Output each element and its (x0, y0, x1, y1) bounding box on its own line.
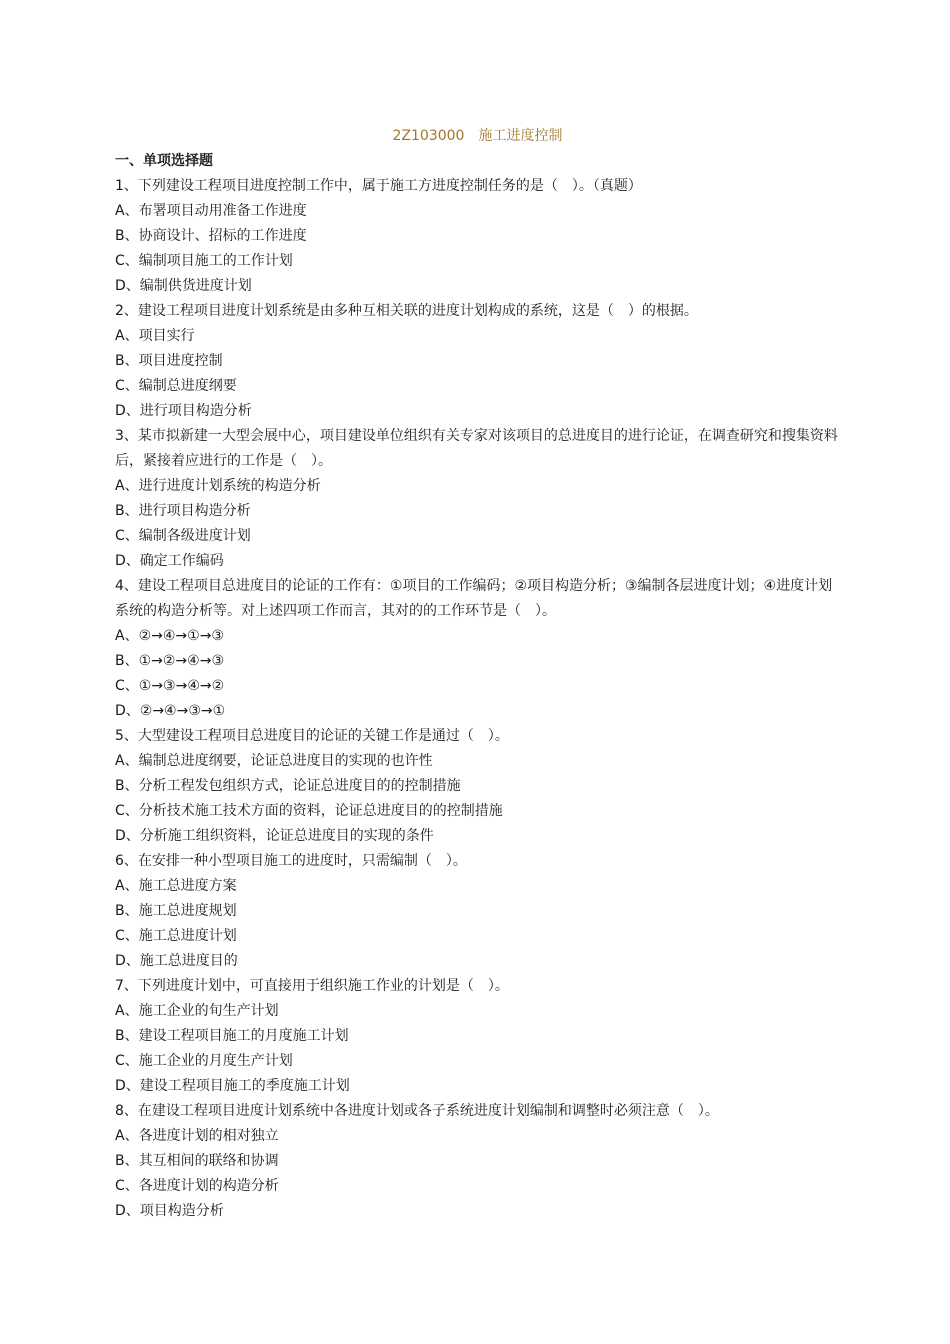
answer-option: B、①→②→④→③ (115, 653, 224, 669)
answer-option: B、施工总进度规划 (115, 903, 237, 919)
answer-option: D、建设工程项目施工的季度施工计划 (115, 1078, 350, 1094)
answer-option: B、建设工程项目施工的月度施工计划 (115, 1028, 349, 1044)
answer-option: D、进行项目构造分析 (115, 403, 252, 419)
question-text: 4、建设工程项目总进度目的论证的工作有：①项目的工作编码；②项目构造分析；③编制各层进度计划；④进度计划系统的构造分析等。对上述四项工作而言，其对的的工作环节是（ ）。 (115, 578, 833, 619)
title-name: 施工进度控制 (478, 128, 563, 144)
answer-option: A、布署项目动用准备工作进度 (115, 203, 307, 219)
question-text: 2、建设工程项目进度计划系统是由多种互相关联的进度计划构成的系统，这是（ ）的根据。 (115, 303, 698, 319)
section-heading: 一、单项选择题 (115, 153, 213, 169)
answer-option: D、施工总进度目的 (115, 953, 238, 969)
answer-option: C、各进度计划的构造分析 (115, 1178, 279, 1194)
answer-option: D、②→④→③→① (115, 703, 226, 719)
answer-option: A、②→④→①→③ (115, 628, 224, 644)
answer-option: A、进行进度计划系统的构造分析 (115, 478, 321, 494)
answer-option: A、施工总进度方案 (115, 878, 237, 894)
answer-option: B、项目进度控制 (115, 353, 223, 369)
document-page (115, 124, 840, 1224)
question-text: 7、下列进度计划中，可直接用于组织施工作业的计划是（ ）。 (115, 978, 509, 994)
document-title (115, 124, 840, 148)
answer-option: A、编制总进度纲要，论证总进度目的实现的也许性 (115, 753, 433, 769)
answer-option: B、其互相间的联络和协调 (115, 1153, 279, 1169)
answer-option: B、协商设计、招标的工作进度 (115, 228, 307, 244)
answer-option: C、编制各级进度计划 (115, 528, 251, 544)
answer-option: D、项目构造分析 (115, 1203, 224, 1219)
answer-option: D、编制供货进度计划 (115, 278, 252, 294)
question-text: 8、在建设工程项目进度计划系统中各进度计划或各子系统进度计划编制和调整时必须注意（ ）。 (115, 1103, 719, 1119)
answer-option: A、施工企业的旬生产计划 (115, 1003, 279, 1019)
answer-option: A、项目实行 (115, 328, 195, 344)
answer-option: C、分析技术施工技术方面的资料，论证总进度目的的控制措施 (115, 803, 503, 819)
answer-option: D、确定工作编码 (115, 553, 224, 569)
answer-option: C、施工总进度计划 (115, 928, 237, 944)
answer-option: A、各进度计划的相对独立 (115, 1128, 279, 1144)
answer-option: C、编制项目施工的工作计划 (115, 253, 293, 269)
answer-option: C、施工企业的月度生产计划 (115, 1053, 293, 1069)
answer-option: D、分析施工组织资料，论证总进度目的实现的条件 (115, 828, 434, 844)
title-code: 2Z103000 (392, 128, 465, 144)
answer-option: C、编制总进度纲要 (115, 378, 237, 394)
question-list (115, 174, 840, 1224)
answer-option: B、分析工程发包组织方式，论证总进度目的的控制措施 (115, 778, 461, 794)
question-text: 3、某市拟新建一大型会展中心，项目建设单位组织有关专家对该项目的总进度目的进行论证，在调查研究和搜集资料后，紧接着应进行的工作是（ ）。 (115, 428, 838, 469)
question-text: 6、在安排一种小型项目施工的进度时，只需编制（ ）。 (115, 853, 467, 869)
answer-option: B、进行项目构造分析 (115, 503, 251, 519)
question-text: 5、大型建设工程项目总进度目的论证的关键工作是通过（ ）。 (115, 728, 509, 744)
question-text: 1、下列建设工程项目进度控制工作中，属于施工方进度控制任务的是（ ）。（真题） (115, 178, 642, 194)
answer-option: C、①→③→④→② (115, 678, 225, 694)
